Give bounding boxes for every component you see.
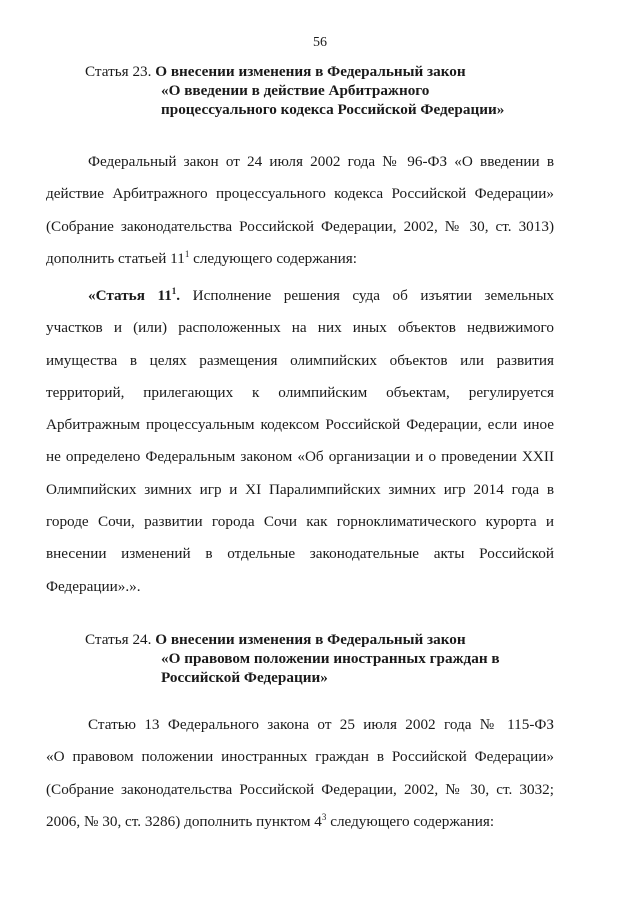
page-number: 56 [313,35,327,50]
article-24-title-line-2: «О правовом положении иностранных граждан в [161,650,500,667]
body-line [46,243,554,275]
superscript: 1 [184,248,190,259]
body-text-fragment: 2006, № 30, ст. 3286) дополнить пунктом 4 [46,812,322,830]
body-line [46,280,554,312]
body-line: участков и (или) расположенных на них иных объектов недвижимого [46,319,554,337]
body-line: внесении изменений в отдельные законодательные акты Российской [46,545,554,563]
article-24-heading [85,630,565,687]
article-24-body [46,709,554,838]
article-24-title-line-3: Российской Федерации» [161,669,328,686]
article-23-title-line-3: процессуального кодекса Российской Федерации» [161,101,505,118]
article-23-title-line-2: «О введении в действие Арбитражного [161,82,430,99]
body-line: Арбитражным процессуальным кодексом Российской Федерации, если иное [46,416,554,434]
article-23-label: Статья 23. [85,63,152,80]
article-23-heading [85,62,565,119]
article-23-body [46,146,554,275]
body-text-fragment: дополнить статьей 11 [46,249,185,267]
superscript: 1 [171,285,177,296]
body-line: Олимпийских зимних игр и XI Паралимпийских зимних игр 2014 года в [46,480,554,498]
body-line: Федерации».». [46,577,141,595]
body-line: имущества в целях размещения олимпийских объектов или развития [46,351,554,369]
article-11-1-lead: «Статья 11 [88,287,172,304]
body-line: действие Арбитражного процессуального кодекса Российской Федерации» [46,185,554,203]
body-line: (Собрание законодательства Российской Федерации, 2002, № 30, ст. 3032; [46,780,554,798]
body-line: «О правовом положении иностранных граждан в Российской Федерации» [46,748,554,766]
body-text-fragment: следующего содержания: [189,249,357,267]
body-line: Федеральный закон от 24 июля 2002 года № 96-ФЗ «О введении в [88,153,554,170]
superscript: 3 [321,811,327,822]
article-11-1-lead-dot: . [176,287,181,304]
body-line: Статью 13 Федерального закона от 25 июля 2002 года № 115-ФЗ [88,716,554,733]
body-text-fragment: Исполнение решения суда об изъятии земельных [180,287,555,304]
article-24-label: Статья 24. [85,631,152,648]
body-line [46,806,554,838]
body-line: территорий, прилегающих к олимпийским объектам, регулируется [46,383,554,401]
body-text-fragment: следующего содержания: [326,812,495,830]
article-23-title-line-1: О внесении изменения в Федеральный закон [155,63,466,80]
body-line: не определено Федеральным законом «Об организации и о проведении XXII [46,448,554,466]
body-line: городе Сочи, развитии города Сочи как горноклиматического курорта и [46,513,554,531]
article-24-title-line-1: О внесении изменения в Федеральный закон [155,631,466,648]
body-line: (Собрание законодательства Российской Федерации, 2002, № 30, ст. 3013) [46,217,554,235]
article-11-1-text [46,280,554,603]
